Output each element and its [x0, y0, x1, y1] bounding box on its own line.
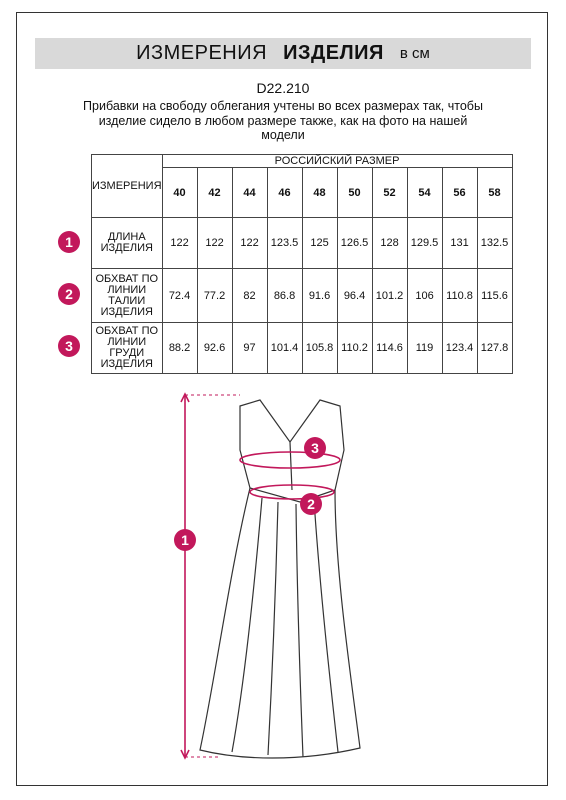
value-cell: 72.4: [162, 269, 197, 323]
title-bar: [35, 38, 531, 69]
table-row: [92, 269, 513, 323]
title-unit: в см: [399, 45, 430, 62]
value-cell: 101.2: [372, 269, 407, 323]
value-cell: 129.5: [407, 218, 442, 269]
size-table: [91, 154, 513, 374]
value-cell: 97: [232, 323, 267, 374]
marker-3-label: 3: [311, 440, 319, 456]
table-row: [92, 323, 513, 374]
row-badge: 2: [58, 283, 80, 305]
value-cell: 125: [302, 218, 337, 269]
size-cell: 48: [302, 168, 337, 218]
value-cell: 77.2: [197, 269, 232, 323]
size-cell: 44: [232, 168, 267, 218]
value-cell: 114.6: [372, 323, 407, 374]
marker-1-label: 1: [181, 532, 189, 548]
value-cell: 123.5: [267, 218, 302, 269]
value-cell: 105.8: [302, 323, 337, 374]
size-cell: 54: [407, 168, 442, 218]
size-cell: 58: [477, 168, 512, 218]
value-cell: 88.2: [162, 323, 197, 374]
skirt-outline: [200, 488, 360, 758]
value-cell: 131: [442, 218, 477, 269]
table-row: [92, 218, 513, 269]
dress-diagram: [0, 380, 566, 780]
size-cell: 42: [197, 168, 232, 218]
value-cell: 92.6: [197, 323, 232, 374]
row-label: ОБХВАТ ПО ЛИНИИ ГРУДИ ИЗДЕЛИЯ: [92, 323, 163, 374]
value-cell: 132.5: [477, 218, 512, 269]
size-cell: 50: [337, 168, 372, 218]
marker-2-label: 2: [307, 496, 315, 512]
size-group-header: РОССИЙСКИЙ РАЗМЕР: [162, 155, 512, 168]
model-code: D22.210: [256, 80, 310, 96]
value-cell: 110.8: [442, 269, 477, 323]
value-cell: 110.2: [337, 323, 372, 374]
value-cell: 127.8: [477, 323, 512, 374]
value-cell: 115.6: [477, 269, 512, 323]
value-cell: 106: [407, 269, 442, 323]
title-bold: ИЗДЕЛИЯ: [283, 42, 384, 64]
row-badge: 1: [58, 231, 80, 253]
size-cell: 52: [372, 168, 407, 218]
value-cell: 119: [407, 323, 442, 374]
fit-note: Прибавки на свободу облегания учтены во всех размерах так, чтобы изделие сидело в любом размере также, как на фото на нашей модели: [83, 99, 483, 142]
diagram-markers: [174, 437, 326, 551]
size-cell: 56: [442, 168, 477, 218]
value-cell: 128: [372, 218, 407, 269]
title-light: ИЗМЕРЕНИЯ: [136, 42, 268, 64]
value-cell: 101.4: [267, 323, 302, 374]
row-label: ДЛИНА ИЗДЕЛИЯ: [92, 218, 163, 269]
value-cell: 126.5: [337, 218, 372, 269]
value-cell: 82: [232, 269, 267, 323]
value-cell: 96.4: [337, 269, 372, 323]
size-cell: 46: [267, 168, 302, 218]
value-cell: 122: [232, 218, 267, 269]
corner-label: ИЗМЕРЕНИЯ: [92, 155, 163, 218]
value-cell: 91.6: [302, 269, 337, 323]
row-badge: 3: [58, 335, 80, 357]
value-cell: 123.4: [442, 323, 477, 374]
value-cell: 122: [197, 218, 232, 269]
value-cell: 122: [162, 218, 197, 269]
row-label: ОБХВАТ ПО ЛИНИИ ТАЛИИ ИЗДЕЛИЯ: [92, 269, 163, 323]
size-cell: 40: [162, 168, 197, 218]
value-cell: 86.8: [267, 269, 302, 323]
